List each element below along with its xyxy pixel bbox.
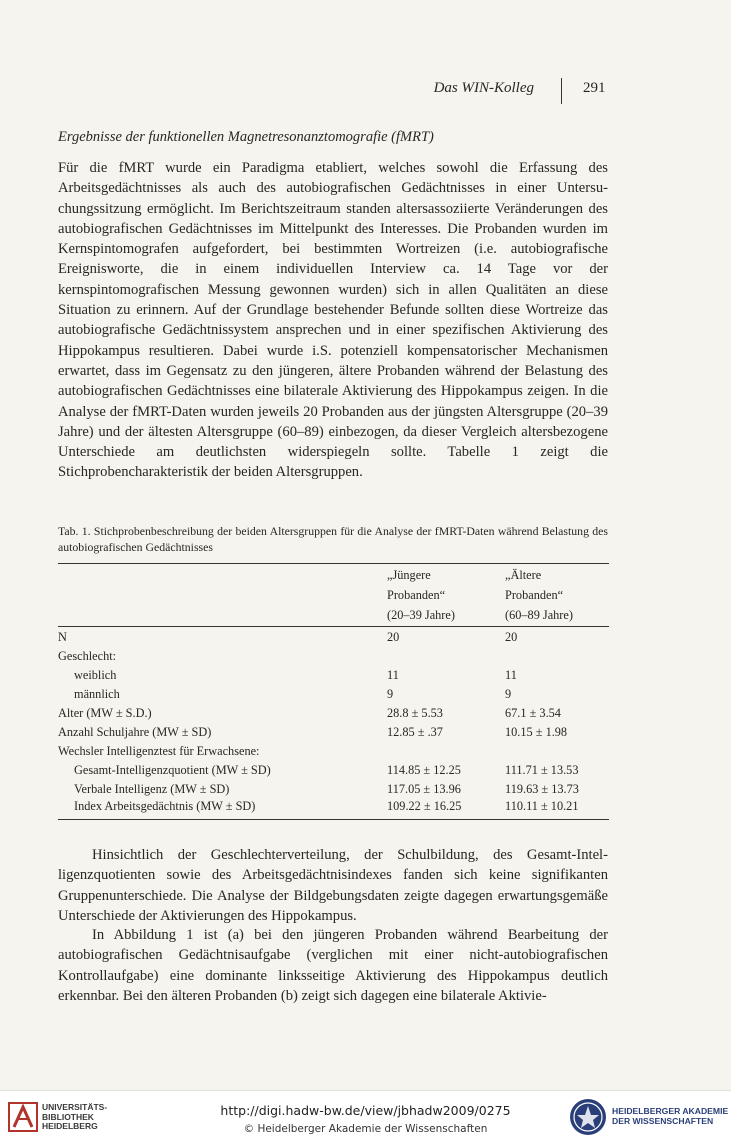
page-number: 291	[583, 80, 606, 96]
table-header-rule	[58, 626, 609, 627]
row-label: Verbale Intelligenz (MW ± SD)	[74, 782, 230, 796]
header-line: „Jüngere	[387, 568, 431, 582]
academy-seal-icon[interactable]	[568, 1097, 608, 1137]
old-value: 20	[505, 630, 518, 644]
table-row	[58, 704, 609, 723]
row-label: Gesamt-Intelligenzquotient (MW ± SD)	[74, 763, 271, 777]
body-paragraph: Hinsichtlich der Geschlechterverteilung, der Schulbildung, des Gesamt-Intelligenzquotienten sowie des Arbeitsgedächtnisindexes fanden sich keine signifikanten Gruppenunterschiede. Die Analyse der Bildgebungsdaten zeigte dagegen erwartungsgemäße Unterschiede der Aktivierungen des Hippokampus.	[58, 847, 608, 924]
row-label: männlich	[74, 687, 120, 701]
row-label: Geschlecht:	[58, 649, 117, 663]
table-row	[58, 797, 609, 816]
header-line: Probanden“	[387, 588, 446, 602]
old-value: 110.11 ± 10.21	[505, 799, 579, 813]
young-value: 114.85 ± 12.25	[387, 763, 461, 777]
viewer-footer	[0, 1090, 731, 1143]
academy-name	[612, 1106, 728, 1126]
library-line: UNIVERSITÄTS-	[42, 1102, 108, 1112]
row-label: Anzahl Schuljahre (MW ± SD)	[58, 725, 212, 739]
table-row	[58, 685, 609, 704]
old-value: 10.15 ± 1.98	[505, 725, 568, 739]
table-row	[58, 647, 609, 666]
row-label: Index Arbeitsgedächtnis (MW ± SD)	[74, 799, 256, 813]
header-divider	[561, 78, 562, 104]
old-value: 119.63 ± 13.73	[505, 782, 579, 796]
young-value: 11	[387, 668, 399, 682]
table-row	[58, 723, 609, 742]
table-row	[58, 742, 609, 761]
header-line: (60–89 Jahre)	[505, 608, 573, 622]
young-value: 9	[387, 687, 394, 701]
row-label: weiblich	[74, 668, 117, 682]
old-value: 111.71 ± 13.53	[505, 763, 579, 777]
row-label: N	[58, 630, 67, 644]
section-heading: Ergebnisse der funktionellen Magnetresonanztomografie (fMRT)	[58, 129, 434, 145]
young-value: 109.22 ± 16.25	[387, 799, 462, 813]
young-value: 117.05 ± 13.96	[387, 782, 461, 796]
library-line: BIBLIOTHEK	[42, 1111, 94, 1122]
table-row	[58, 666, 609, 685]
young-value: 12.85 ± .37	[387, 725, 443, 739]
table-top-rule	[58, 563, 609, 564]
row-label: Alter (MW ± S.D.)	[58, 706, 152, 720]
academy-line: DER WISSENSCHAFTEN	[612, 1116, 714, 1126]
copyright-notice: © Heidelberger Akademie der Wissenschaften	[243, 1123, 488, 1135]
body-paragraph: Für die fMRT wurde ein Paradigma etabliert, welches sowohl die Erfassung des Arbeitsgedächtnisses als auch des autobiografischen Gedächtnisses in einer Untersuchungssitzung ermöglicht. Im Berichtszeitraum standen altersassoziierte Veränderungen des autobiografischen Gedächtnisses im Mittelpunkt des Interesses. Die Probanden wurden im Kernspintomografen aufgefordert, bei bestimmten Wortreizen (i.e. autobiografische Ereignisworte, die in einem individuellen Interview ca. 14 Tage vor der kernspintomografischen Messung gewonnen wurden) sich in allen Qualitäten an diese Situation zu erinnern. Auf der Grundlage bestehender Befunde sollten diese Wortreize das autobiografische Gedächtnissystem ansprechen und in einer spezifischen Aktivierung des Hippokampus resultieren. Dabei wurde i.S. potenziell kompensatorischer Mechanismen erwartet, dass im Gegensatz zu den jüngeren, ältere Probanden während der Belastung des autobiografischen Gedächtnisses eine bilaterale Aktivierung des Hippokampus zeigen. In die Analyse der fMRT-Daten wurden jeweils 20 Probanden aus der jüngsten Altersgruppe (20–39 Jahre) und der ältesten Altersgruppe (60–89) einbezogen, da dieser Vergleich altersbezogene Unterschiede am deutlichsten widerspiegeln sollte. Tabelle 1 zeigt die Stichprobencharakteristik der beiden Altersgruppen.	[58, 160, 608, 481]
header-line: (20–39 Jahre)	[387, 608, 455, 622]
library-line: HEIDELBERG	[42, 1121, 98, 1131]
academy-line: HEIDELBERGER AKADEMIE	[612, 1106, 729, 1116]
running-title: Das WIN-Kolleg	[433, 80, 534, 96]
body-paragraph: In Abbildung 1 ist (a) bei den jüngeren Probanden während Bearbeitung der autobiografischen Gedächtnisaufgabe (verglichen mit einer nicht-autobiografischen Kontrollaufgabe) eine dominante linksseitige Aktivierung des Hippokampus deutlich erkennbar. Bei den älteren Probanden (b) zeigt sich dagegen eine bilaterale Aktivie-	[58, 927, 608, 1004]
old-value: 9	[505, 687, 512, 701]
old-value: 11	[505, 668, 517, 682]
document-url-link[interactable]: http://digi.hadw-bw.de/view/jbhadw2009/0275	[220, 1103, 511, 1118]
table-row	[58, 761, 609, 780]
header-line: „Ältere	[505, 568, 542, 582]
young-value: 28.8 ± 5.53	[387, 706, 443, 720]
table-bottom-rule	[58, 819, 609, 820]
old-value: 67.1 ± 3.54	[505, 706, 561, 720]
row-label: Wechsler Intelligenztest für Erwachsene:	[58, 744, 260, 758]
table-row	[58, 628, 609, 647]
table-header-young	[387, 565, 455, 625]
table-header-old	[505, 565, 573, 625]
young-value: 20	[387, 630, 400, 644]
page-header	[0, 78, 731, 102]
table-caption: Tab. 1. Stichprobenbeschreibung der beiden Altersgruppen für die Analyse der fMRT-Daten während Belastung des autobiografischen Gedächtnisses	[58, 524, 608, 554]
header-line: Probanden“	[505, 588, 564, 602]
